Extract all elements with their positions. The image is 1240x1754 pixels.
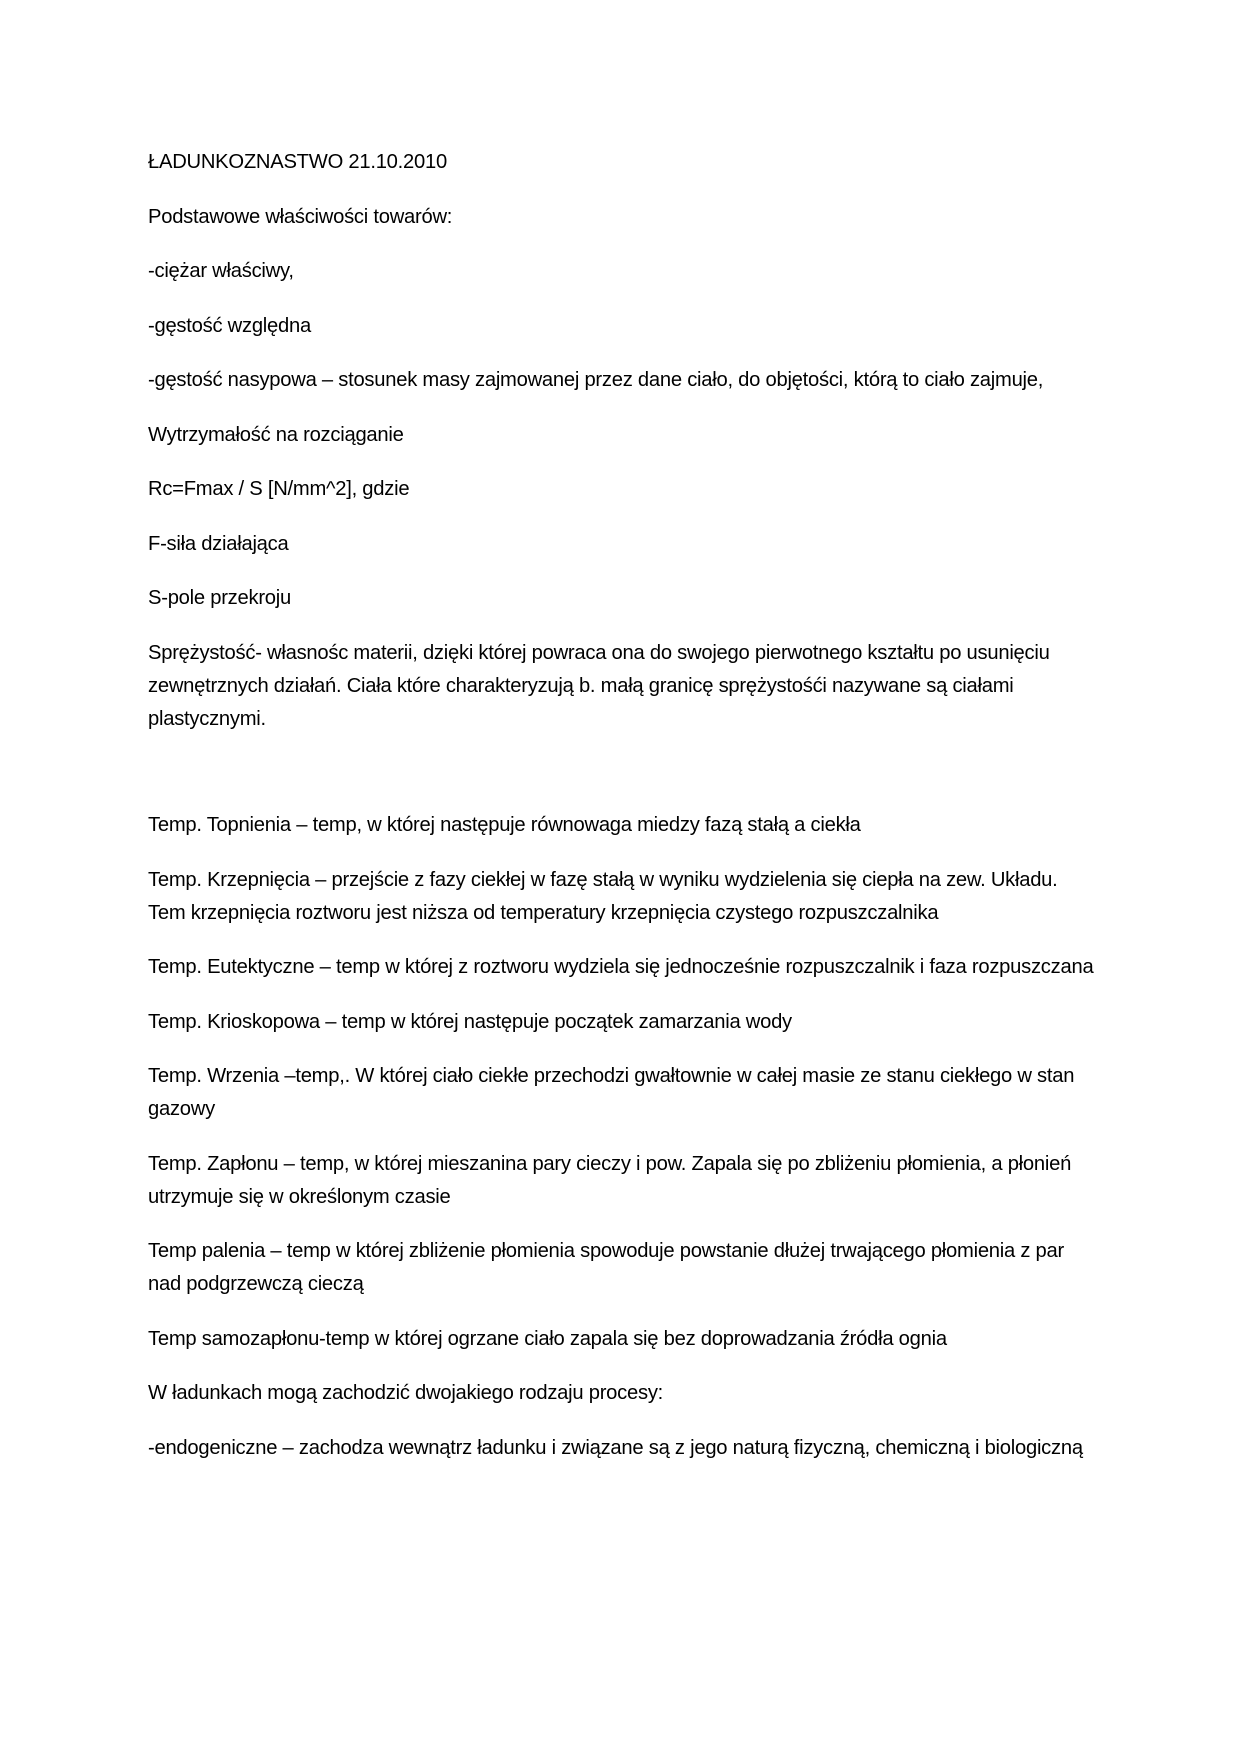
paragraph-cryoscopic-temp: Temp. Krioskopowa – temp w której następuje początek zamarzania wody xyxy=(148,1010,792,1033)
paragraph-fire-point: Temp palenia – temp w której zbliżenie płomienia spowoduje powstanie dłużej trwającego płomienia z par nad podgrzewczą cieczą xyxy=(148,1240,1064,1295)
paragraph-tensile-strength: Wytrzymałość na rozciąganie xyxy=(148,423,404,446)
paragraph-formula: Rc=Fmax / S [N/mm^2], gdzie xyxy=(148,478,410,500)
paragraph-basic-properties: Podstawowe właściwości towarów: xyxy=(148,205,453,228)
paragraph-section-area: S-pole przekroju xyxy=(148,587,291,609)
paragraph-specific-weight: -ciężar właściwy, xyxy=(148,260,294,282)
paragraph-freezing-temp: Temp. Krzepnięcia – przejście z fazy ciekłej w fazę stałą w wyniku wydzielenia się ciepła na zew. Układu. Tem krzepnięcia roztworu jest niższa od temperatury krzepnięcia czystego rozpuszczalnika xyxy=(148,868,1058,924)
blank-line xyxy=(148,757,1098,809)
paragraph-boiling-temp: Temp. Wrzenia –temp,. W której ciało ciekłe przechodzi gwałtownie w całej masie ze stanu ciekłego w stan gazowy xyxy=(148,1065,1075,1120)
paragraph-flash-point: Temp. Zapłonu – temp, w której mieszanina pary cieczy i pow. Zapala się po zbliżeniu płomienia, a płonień utrzymuje się w określonym czasie xyxy=(148,1152,1072,1208)
paragraph-eutectic-temp: Temp. Eutektyczne – temp w której z roztworu wydziela się jednocześnie rozpuszczalnik i faza rozpuszczana xyxy=(148,956,1094,978)
document-body xyxy=(148,146,1098,1486)
paragraph-endogenic-processes: -endogeniczne – zachodza wewnątrz ładunku i związane są z jego naturą fizyczną, chemiczną i biologiczną xyxy=(148,1436,1083,1459)
paragraph-elasticity: Sprężystość- własnośc materii, dzięki której powraca ona do swojego pierwotnego kształtu po usunięciu zewnętrznych działań. Ciała które charakteryzują b. małą granicę sprężystośći nazywane są ciałami plastycznymi. xyxy=(148,641,1050,730)
paragraph-relative-density: -gęstość względna xyxy=(148,314,311,337)
paragraph-force-definition: F-siła działająca xyxy=(148,532,289,555)
paragraph-cargo-processes: W ładunkach mogą zachodzić dwojakiego rodzaju procesy: xyxy=(148,1382,664,1404)
document-title: ŁADUNKOZNASTWO 21.10.2010 xyxy=(148,151,447,173)
paragraph-bulk-density: -gęstość nasypowa – stosunek masy zajmowanej przez dane ciało, do objętości, którą to ciało zajmuje, xyxy=(148,369,1044,391)
paragraph-autoignition-temp: Temp samozapłonu-temp w której ogrzane ciało zapala się bez doprowadzania źródła ognia xyxy=(148,1327,947,1350)
paragraph-melting-temp: Temp. Topnienia – temp, w której następuje równowaga miedzy fazą stałą a ciekła xyxy=(148,814,861,836)
